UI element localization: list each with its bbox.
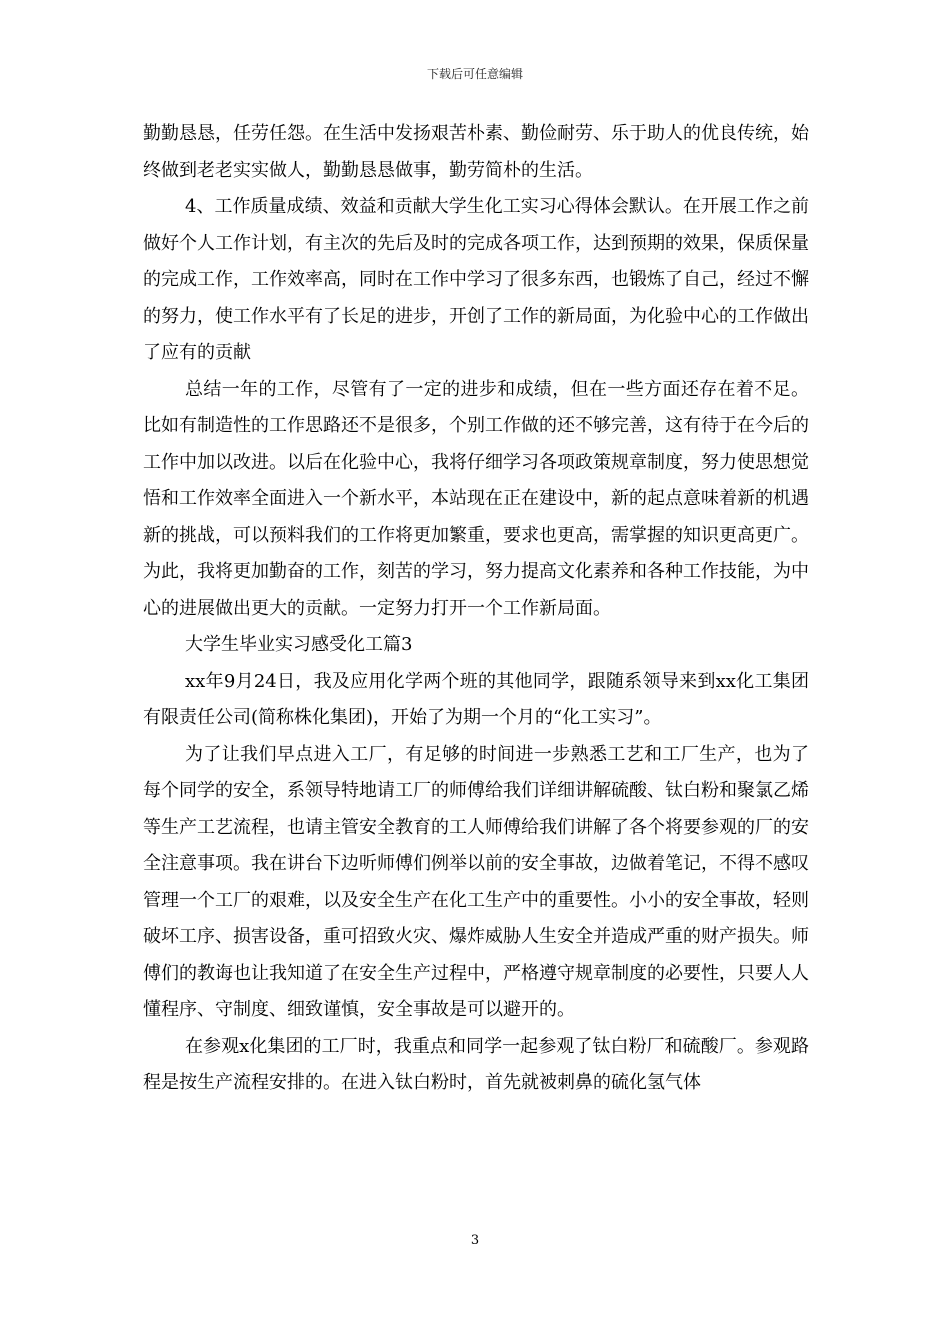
paragraph-4: xx年9月24日，我及应用化学两个班的其他同学，跟随系领导来到xx化工集团有限责任公司(简称株化集团)，开始了为期一个月的“化工实习”。: [143, 670, 809, 728]
page-number: 3: [470, 1233, 480, 1248]
page-header: 下载后可任意编辑: [426, 67, 523, 81]
paragraph-2: 4、工作质量成绩、效益和贡献大学生化工实习心得体会默认。在开展工作之前做好个人工作计划，有主次的先后及时的完成各项工作，达到预期的效果，保质保量的完成工作，工作效率高，同时在工作中学习了很多东西，也锻炼了自己，经过不懈的努力，使工作水平有了长足的进步，开创了工作的新局面，为化验中心的工作做出了应有的贡献: [143, 196, 809, 363]
paragraph-6: 在参观x化集团的工厂时，我重点和同学一起参观了钛白粉厂和硫酸厂。参观路程是按生产流程安排的。在进入钛白粉时，首先就被刺鼻的硫化氢气体: [143, 1035, 809, 1093]
paragraph-1: 勤勤恳恳，任劳任怨。在生活中发扬艰苦朴素、勤俭耐劳、乐于助人的优良传统，始终做到老老实实做人，勤勤恳恳做事，勤劳简朴的生活。: [143, 123, 809, 181]
paragraph-5: 为了让我们早点进入工厂，有足够的时间进一步熟悉工艺和工厂生产，也为了每个同学的安全，系领导特地请工厂的师傅给我们详细讲解硫酸、钛白粉和聚氯乙烯等生产工艺流程，也请主管安全教育的工人师傅给我们讲解了各个将要参观的厂的安全注意事项。我在讲台下边听师傅们例举以前的安全事故，边做着笔记，不得不感叹管理一个工厂的艰难，以及安全生产在化工生产中的重要性。小小的安全事故，轻则破坏工序、损害设备，重可招致火灾、爆炸威胁人生安全并造成严重的财产损失。师傅们的教诲也让我知道了在安全生产过程中，严格遵守规章制度的必要性，只要人人懂程序、守制度、细致谨慎，安全事故是可以避开的。: [143, 743, 809, 1020]
section-heading: 大学生毕业实习感受化工篇3: [185, 634, 413, 655]
document-body: [143, 116, 809, 1102]
paragraph-3: 总结一年的工作，尽管有了一定的进步和成绩，但在一些方面还存在着不足。比如有制造性的工作思路还不是很多，个别工作做的还不够完善，这有待于在今后的工作中加以改进。以后在化验中心，我将仔细学习各项政策规章制度，努力使思想觉悟和工作效率全面进入一个新水平，本站现在正在建设中，新的起点意味着新的机遇新的挑战，可以预料我们的工作将更加繁重，要求也更高，需掌握的知识更高更广。为此，我将更加勤奋的工作，刻苦的学习，努力提高文化素养和各种工作技能，为中心的进展做出更大的贡献。一定努力打开一个工作新局面。: [143, 378, 809, 619]
